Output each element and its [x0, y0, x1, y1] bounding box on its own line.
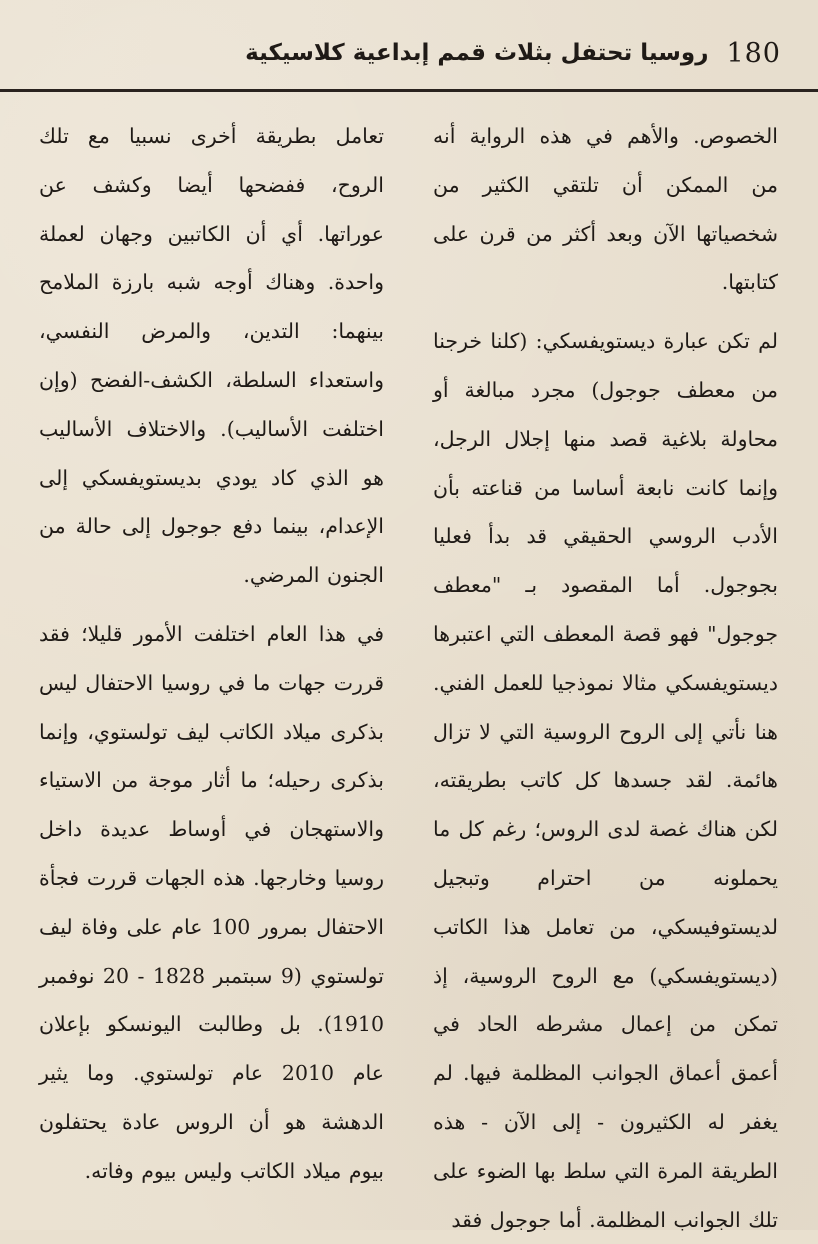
running-title: روسيا تحتفل بثلاث قمم إبداعية كلاسيكية [245, 40, 709, 66]
paragraph-gap [433, 307, 778, 317]
left-paragraph-1: تعامل بطريقة أخرى نسبيا مع تلك الروح، ففضحها أيضا وكشف عن عوراتها. أي أن الكاتبين وجهان لعملة واحدة. وهناك أوجه شبه بارزة الملامح بينهما: التدين، والمرض النفسي، واستعداء السلطة، الكشف-الفضح (وإن اختلفت الأساليب). والاختلاف الأساليب هو الذي كاد يودي بديستويفسكي إلى الإعدام، بينما دفع جوجول إلى حالة من الجنون المرضي. [39, 124, 384, 588]
page-number: 180 [726, 38, 781, 69]
header-divider [0, 89, 818, 92]
right-paragraph-2: لم تكن عبارة ديستويفسكي: (كلنا خرجنا من معطف جوجول) مجرد مبالغة أو محاولة بلاغية قصد منها إجلال الرجل، وإنما كانت نابعة أساسا من قناعته بأن الأدب الروسي الحقيقي قد بدأ فعليا بجوجول. أما المقصود بـ "معطف جوجول" فهو قصة المعطف التي اعتبرها ديستويفسكي مثالا نموذجيا للعمل الفني. هنا نأتي إلى الروح الروسية التي لا تزال هائمة. لقد جسدها كل كاتب بطريقته، لكن هناك غصة لدى الروس؛ رغم كل ما يحملونه من احترام وتبجيل لديستوفيسكي، من تعامل هذا الكاتب (ديستويفسكي) مع الروح الروسية، إذ تمكن من إعمال مشرطه الحاد في أعمق أعماق الجوانب المظلمة فيها. لم يغفر له الكثيرون - إلى الآن - هذه الطريقة المرة التي سلط بها الضوء على تلك الجوانب المظلمة. أما جوجول فقد [433, 329, 778, 1232]
paragraph-gap [39, 600, 384, 610]
left-paragraph-2: في هذا العام اختلفت الأمور قليلا؛ فقد قررت جهات ما في روسيا الاحتفال ليس بذكرى ميلاد الكاتب ليف تولستوي، وإنما بذكرى رحيله؛ ما أثار موجة من الاستياء والاستهجان في أوساط عديدة داخل روسيا وخارجها. هذه الجهات قررت فجأة الاحتفال بمرور 100 عام على وفاة ليف تولستوي (9 سبتمبر 1828 - 20 نوفمبر 1910). بل وطالبت اليونسكو بإعلان عام 2010 عام تولستوي. وما يثير الدهشة هو أن الروس عادة يحتفلون بيوم ميلاد الكاتب وليس بيوم وفاته. [39, 621, 385, 1183]
right-column [433, 112, 778, 1244]
page-header [245, 40, 781, 67]
right-paragraph-1: الخصوص. والأهم في هذه الرواية أنه من الممكن أن تلتقي الكثير من شخصياتها الآن وبعد أكثر من قرن على كتابتها. [433, 124, 778, 295]
left-column [39, 112, 384, 1196]
